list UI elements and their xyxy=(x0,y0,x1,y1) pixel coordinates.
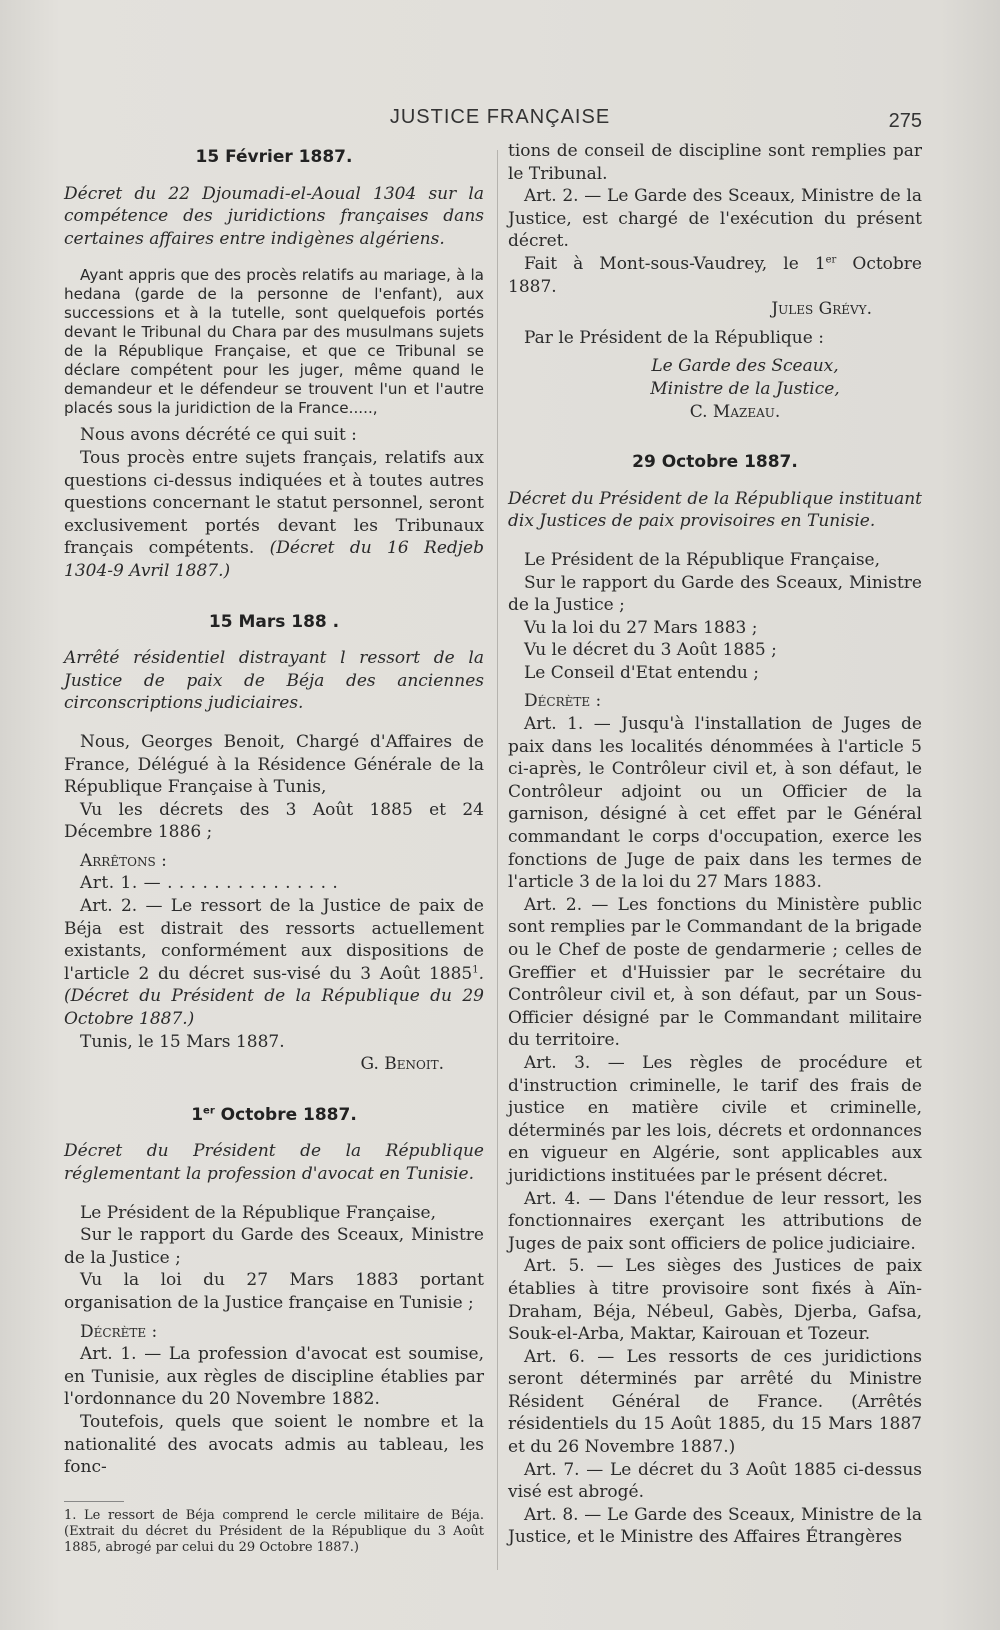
minister-title-2: Ministre de la Justice, xyxy=(650,378,840,399)
right-column xyxy=(508,140,922,1549)
decree-body-text: Tous procès entre sujets français, relatifs aux questions ci-dessus indiquées et à toutes autres questions concernant le statut personnel, seront exclusivement portés devant les Tribunaux français compétents. xyxy=(64,447,484,559)
signature-minister: C. Mazeau. xyxy=(689,401,781,422)
section-date: 1er Octobre 1887. xyxy=(191,1104,357,1125)
article-8: Art. 8. — Le Garde des Sceaux, Ministre de la Justice, et le Ministre des Affaires Étrangères xyxy=(508,1504,922,1548)
vu-clause: Vu les décrets des 3 Août 1885 et 24 Décembre 1886 ; xyxy=(64,799,484,843)
article-3: Art. 3. — Les règles de procédure et d'instruction criminelle, le tarif des frais de justice en matière civile et criminelle, déterminés par les lois, décrets et ordonnances en vigueur en Algérie, sont applicables aux juridictions instituées par le présent décret. xyxy=(508,1052,922,1186)
section-date: 15 Mars 188 . xyxy=(208,611,340,632)
place-date: Tunis, le 15 Mars 1887. xyxy=(80,1031,285,1052)
running-title: JUSTICE FRANÇAISE xyxy=(389,106,611,128)
column-divider xyxy=(497,150,498,1570)
section-date: 15 Février 1887. xyxy=(195,147,353,167)
decree-title: Décret du 22 Djoumadi-el-Aoual 1304 sur la compétence des juridictions françaises dans certaines affaires entre indigènes algériens. xyxy=(64,183,484,249)
article-2 xyxy=(64,895,484,1031)
article-1: Art. 1. — La profession d'avocat est soumise, en Tunisie, aux règles de discipline établies par l'ordonnance du 20 Novembre 1882. xyxy=(64,1344,484,1410)
article-4: Art. 4. — Dans l'étendue de leur ressort, les fonctionnaires exerçant les attributions de Juges de paix sont officiers de police judiciaire. xyxy=(508,1188,922,1254)
minister-title: Le Garde des Sceaux, xyxy=(651,356,839,377)
decree-title: Décret du Président de la République instituant dix Justices de paix provisoires en Tunisie. xyxy=(508,488,922,532)
preamble-conseil: Le Conseil d'Etat entendu ; xyxy=(524,662,759,683)
preamble-vu-decret: Vu le décret du 3 Août 1885 ; xyxy=(524,640,777,661)
article-2: Art. 2. — Le Garde des Sceaux, Ministre de la Justice, est chargé de l'exécution du présent décret. xyxy=(508,186,922,252)
article-2-text: Art. 2. — Le ressort de la Justice de paix de Béja est distrait des ressorts actuellement existants, conformément aux dispositions de l'article 2 du décret sus-visé du 3 Août 1885 xyxy=(64,896,484,984)
article-2: Art. 2. — Les fonctions du Ministère public sont remplies par le Commandant de la brigade ou le Chef de poste de gendarmerie ; celles de Greffier et d'Huissier par le secrétaire du Contrôleur civil et, à son défaut, par un Sous-Officier désigné par le Commandant militaire du territoire. xyxy=(508,894,922,1051)
preamble: Nous, Georges Benoit, Chargé d'Affaires de France, Délégué à la Résidence Générale de la République Française à Tunis, xyxy=(64,731,484,798)
decree-title: Arrêté résidentiel distrayant l ressort de la Justice de paix de Béja des anciennes circonscriptions judiciaires. xyxy=(64,648,484,714)
arretons-heading: Arrêtons : xyxy=(80,850,167,871)
page-number: 275 xyxy=(888,110,922,132)
preamble-president: Le Président de la République Française, xyxy=(80,1202,437,1223)
signature-president: Jules Grévy. xyxy=(771,299,872,320)
footnote-marker: 1 xyxy=(472,964,479,976)
decree-title: Décret du Président de la République réglementant la profession d'avocat en Tunisie. xyxy=(64,1141,484,1184)
preamble-rapport: Sur le rapport du Garde des Sceaux, Ministre de la Justice ; xyxy=(64,1225,484,1268)
preamble-president: Le Président de la République Française, xyxy=(524,549,881,570)
decree-reference: (Décret du 16 Redjeb 1304-9 Avril 1887.) xyxy=(64,538,484,581)
signature: G. Benoit. xyxy=(360,1054,444,1075)
article-7: Art. 7. — Le décret du 3 Août 1885 ci-dessus visé est abrogé. xyxy=(508,1459,922,1503)
decree-body xyxy=(64,447,484,583)
article-continuation: tions de conseil de discipline sont remplies par le Tribunal. xyxy=(508,141,922,184)
preamble-vu-loi: Vu la loi du 27 Mars 1883 ; xyxy=(524,617,758,638)
decrete-heading: Décrète : xyxy=(524,691,602,712)
preamble-vu: Vu la loi du 27 Mars 1883 portant organisation de la Justice française en Tunisie ; xyxy=(64,1270,484,1313)
decrete-heading: Décrète : xyxy=(80,1321,158,1342)
article-2-reference: . (Décret du Président de la République du 29 Octobre 1887.) xyxy=(64,963,484,1030)
article-5: Art. 5. — Les sièges des Justices de paix établies à titre provisoire sont fixés à Aïn-Draham, Béja, Nébeul, Gabès, Djerba, Gafsa, Souk-el-Arba, Maktar, Kairouan et Tozeur. xyxy=(508,1256,922,1345)
place-date: Fait à Mont-sous-Vaudrey, le 1er Octobre 1887. xyxy=(508,253,922,297)
left-column xyxy=(64,140,484,1556)
article-6: Art. 6. — Les ressorts de ces juridictions seront déterminés par arrêté du Ministre Résident Général de France. (Arrêtés résidentiels du 15 Août 1885, du 15 Mars 1887 et du 26 Novembre 1887.) xyxy=(508,1346,922,1458)
preamble: Ayant appris que des procès relatifs au mariage, à la hedana (garde de la personne de l'enfant), aux successions et à la tutelle, sont quelquefois portés devant le Tribunal du Chara par des musulmans sujets de la République Française, et que ce Tribunal se déclare compétent pour les juger, même quand le demandeur et le défendeur se trouvent l'un et l'autre placés sous la juridiction de la France....., xyxy=(64,266,484,418)
article-continued: Toutefois, quels que soient le nombre et la nationalité des avocats admis au tableau, les fonc- xyxy=(64,1411,484,1478)
countersign-intro: Par le Président de la République : xyxy=(524,327,824,348)
article-1: Art. 1. — . . . . . . . . . . . . . . . xyxy=(80,873,339,894)
decree-formula: Nous avons décrété ce qui suit : xyxy=(80,425,357,446)
section-date: 29 Octobre 1887. xyxy=(632,452,798,473)
preamble-rapport: Sur le rapport du Garde des Sceaux, Ministre de la Justice ; xyxy=(508,572,922,616)
footnote: 1. Le ressort de Béja comprend le cercle militaire de Béja. (Extrait du décret du Président de la République du 3 Août 1885, abrogé par celui du 29 Octobre 1887.) xyxy=(64,1507,484,1555)
article-1: Art. 1. — Jusqu'à l'installation de Juges de paix dans les localités dénommées à l'article 5 ci-après, le Contrôleur civil et, à son défaut, le Contrôleur adjoint ou un Officier de la garnison, désigné à cet effet par le Général commandant le corps d'occupation, exerce les fonctions de Juge de paix dans les termes de l'article 3 de la loi du 27 Mars 1883. xyxy=(508,714,922,893)
footnote-rule xyxy=(64,1501,124,1502)
